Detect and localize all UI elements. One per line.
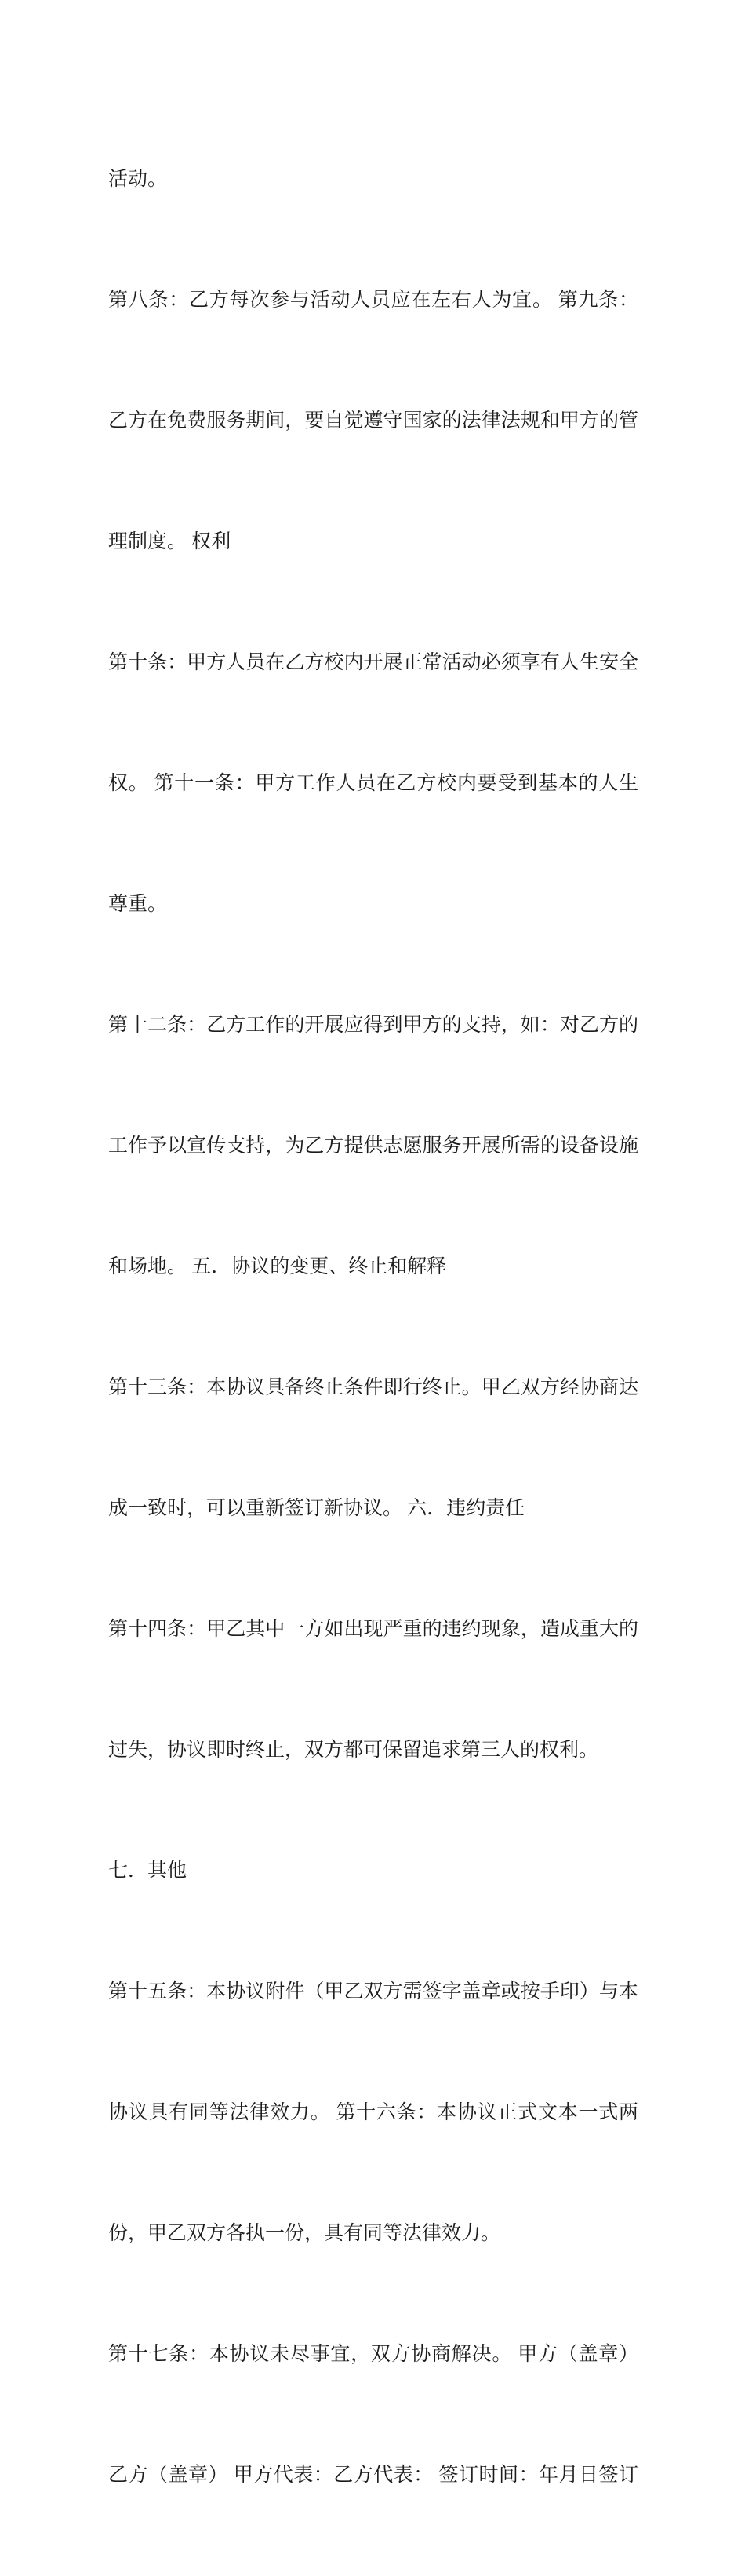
document-line: 第十条：甲方人员在乙方校内开展正常活动必须享有人生安全 <box>108 651 638 673</box>
document-line: 第十三条：本协议具备终止条件即行终止。甲乙双方经协商达 <box>108 1377 638 1398</box>
document-line: 第十五条：本协议附件（甲乙双方需签字盖章或按手印）与本 <box>108 1981 638 2003</box>
document-line: 工作予以宣传支持，为乙方提供志愿服务开展所需的设备设施 <box>108 1135 638 1157</box>
document-line: 份，甲乙双方各执一份，具有同等法律效力。 <box>108 2223 501 2245</box>
document-line: 乙方（盖章） 甲方代表：乙方代表： 签订时间：年月日签订 <box>108 2465 638 2487</box>
document-line: 第十七条：本协议未尽事宜，双方协商解决。 甲方（盖章） <box>108 2344 638 2366</box>
document-line: 第十四条：甲乙其中一方如出现严重的违约现象，造成重大的 <box>108 1619 638 1641</box>
document-line: 活动。 <box>108 168 168 190</box>
document-text-block <box>108 78 638 2576</box>
document-line: 和场地。 五．协议的变更、终止和解释 <box>108 1255 447 1277</box>
document-line: 第八条：乙方每次参与活动人员应在左右人为宜。 第九条： <box>108 289 638 311</box>
document-line: 过失，协议即时终止，双方都可保留追求第三人的权利。 <box>108 1740 599 1762</box>
document-line: 七．其他 <box>108 1860 187 1882</box>
document-line: 理制度。 权利 <box>108 530 231 552</box>
document-line: 第十二条：乙方工作的开展应得到甲方的支持，如：对乙方的 <box>108 1014 638 1036</box>
document-line: 协议具有同等法律效力。 第十六条：本协议正式文本一式两 <box>108 2102 638 2124</box>
document-line: 乙方在免费服务期间，要自觉遵守国家的法律法规和甲方的管 <box>108 410 638 432</box>
document-line: 权。 第十一条：甲方工作人员在乙方校内要受到基本的人生 <box>108 772 638 794</box>
document-line: 成一致时，可以重新签订新协议。 六．违约责任 <box>108 1498 525 1520</box>
document-line: 尊重。 <box>108 893 168 915</box>
